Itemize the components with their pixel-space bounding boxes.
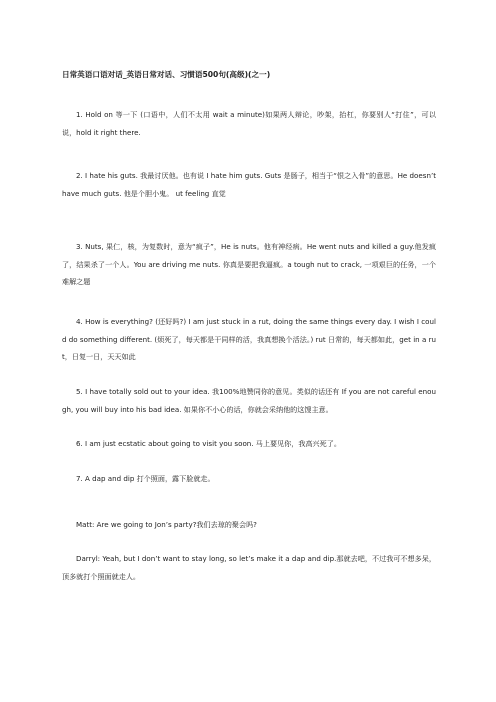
paragraph-2: 2. I hate his guts. 我最讨厌他。也有说 I hate him guts. Guts 是肠子，相当于“恨之入骨”的意思。He doesn’t have much guts. 他是个胆小鬼。 ut feeling 直觉 [62, 171, 436, 198]
paragraph-1: 1. Hold on 等一下 (口语中，人们不太用 wait a minute)如果两人辩论，吵架，抬杠，你要别人“打住”，可以说，hold it right there. [62, 110, 436, 137]
paragraph-5: 5. I have totally sold out to your idea. 我100%地赞同你的意见。类似的话还有 If you are not careful enough, you will buy into his bad idea. 如果你不小心的话，你就会采纳他的这馊主意。 [62, 387, 436, 414]
dialogue-line-matt: Matt: Are we going to Jon’s party?我们去琼的聚会吗? [76, 520, 257, 530]
paragraph-7: 7. A dap and dip 打个照面，露下脸就走。 [76, 474, 215, 484]
paragraph-4: 4. How is everything? (还好吗?) I am just stuck in a rut, doing the same things every day. I wish I could do something different. (烦死了，每天都是干同样的活，我真想换个活法。) rut 日常的，每天都如此，get in a rut，日复一日，天天如此 [62, 317, 436, 362]
document-title: 日常英语口语对话_英语日常对话、习惯语500句(高级)(之一) [62, 70, 271, 79]
paragraph-3: 3. Nuts, 果仁，核，为复数时，意为“疯子”，He is nuts。他有神经病。He went nuts and killed a guy.他发疯了，结果杀了一个人。You are driving me nuts. 你真是要把我逼疯。a tough nut to crack, 一项艰巨的任务，一个难解之题 [62, 242, 436, 287]
paragraph-6: 6. I am just ecstatic about going to visit you soon. 马上要见你，我高兴死了。 [76, 439, 341, 449]
dialogue-line-darryl: Darryl: Yeah, but I don’t want to stay long, so let’s make it a dap and dip.那就去吧，不过我可不想多呆，顶多就打个照面就走人。 [62, 554, 436, 581]
